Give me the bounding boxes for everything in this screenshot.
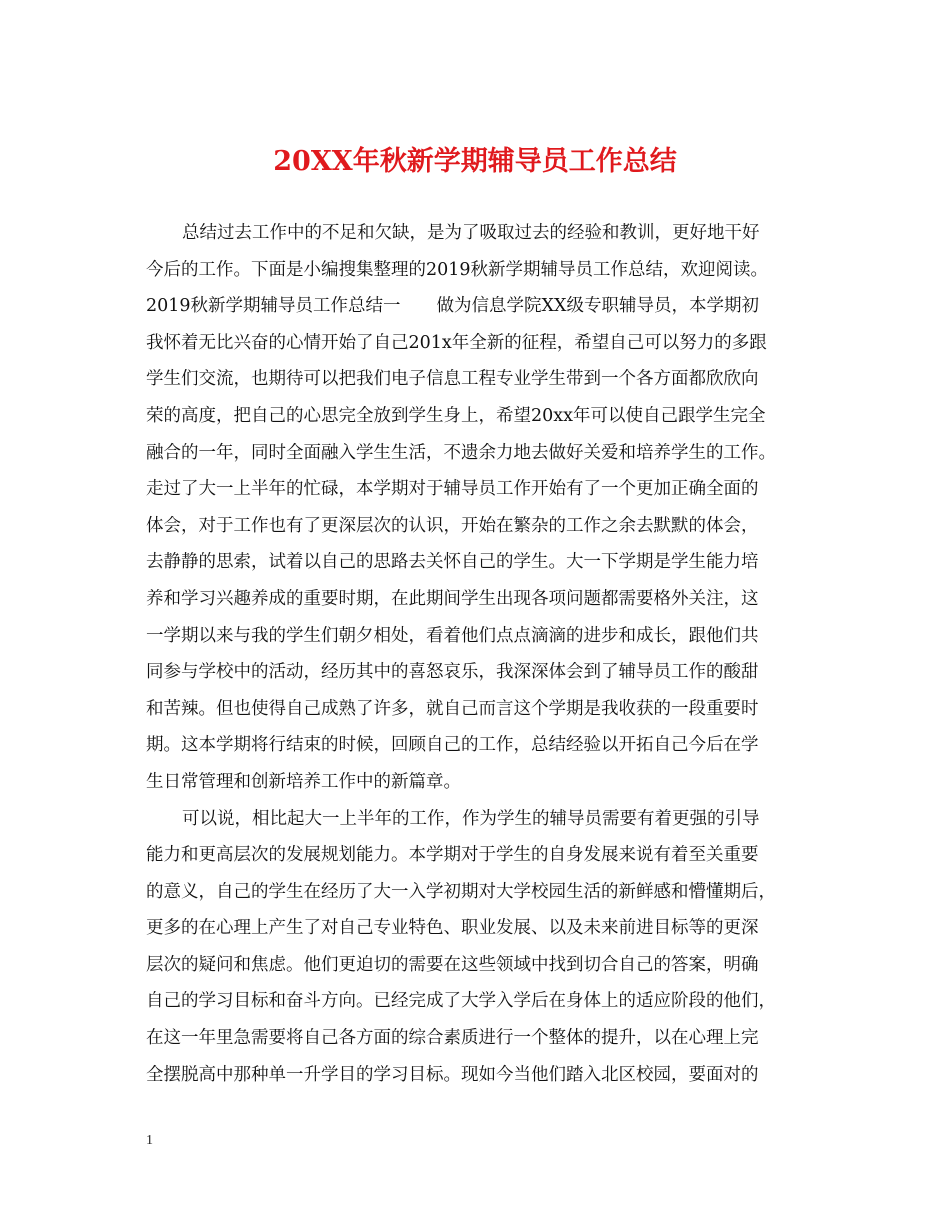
paragraph-line <box>146 288 811 325</box>
document-title: 20XX年秋新学期辅导员工作总结 <box>273 146 677 177</box>
section-heading: 2019秋新学期辅导员工作总结一 <box>146 296 401 317</box>
paragraph-line: 今后的工作。下面是小编搜集整理的2019秋新学期辅导员工作总结，欢迎阅读。 <box>146 259 769 280</box>
paragraph-line: 和苦辣。但也使得自己成熟了许多，就自己而言这个学期是我收获的一段重要时 <box>146 698 759 719</box>
paragraph-line: 的意义，自己的学生在经历了大一入学初期对大学校园生活的新鲜感和懵懂期后， <box>146 881 776 902</box>
paragraph-line: 自己的学习目标和奋斗方向。已经完成了大学入学后在身体上的适应阶段的他们， <box>146 991 776 1012</box>
paragraph-line: 融合的一年，同时全面融入学生生活，不遗余力地去做好关爱和培养学生的工作。 <box>146 442 776 463</box>
paragraph-line: 能力和更高层次的发展规划能力。本学期对于学生的自身发展来说有着至关重要 <box>146 845 759 866</box>
paragraph-line: 养和学习兴趣养成的重要时期，在此期间学生出现各项问题都需要格外关注，这 <box>146 588 759 609</box>
paragraph-line: 去静静的思索，试着以自己的思路去关怀自己的学生。大一下学期是学生能力培 <box>146 552 759 573</box>
paragraph-line: 总结过去工作中的不足和欠缺，是为了吸取过去的经验和教训，更好地干好 <box>182 223 760 243</box>
paragraph-line: 在这一年里急需要将自己各方面的综合素质进行一个整体的提升，以在心理上完 <box>146 1028 759 1049</box>
paragraph-line: 层次的疑问和焦虑。他们更迫切的需要在这些领域中找到切合自己的答案，明确 <box>146 954 759 975</box>
paragraph-line: 一学期以来与我的学生们朝夕相处，看着他们点点滴滴的进步和成长，跟他们共 <box>146 625 759 646</box>
paragraph-line: 走过了大一上半年的忙碌，本学期对于辅导员工作开始有了一个更加正确全面的 <box>146 479 759 500</box>
document-body <box>146 215 811 1093</box>
paragraph-line: 体会，对于工作也有了更深层次的认识，开始在繁杂的工作之余去默默的体会， <box>146 515 759 536</box>
paragraph-line: 同参与学校中的活动，经历其中的喜怒哀乐，我深深体会到了辅导员工作的酸甜 <box>146 662 759 683</box>
paragraph-line: 生日常管理和创新培养工作中的新篇章。 <box>146 771 461 792</box>
paragraph-line: 荣的高度，把自己的心思完全放到学生身上，希望20xx年可以使自己跟学生完全 <box>146 405 766 426</box>
page-number: 1 <box>146 1133 153 1148</box>
paragraph-line-text: 做为信息学院XX级专职辅导员，本学期初 <box>436 296 759 317</box>
paragraph-line: 学生们交流，也期待可以把我们电子信息工程专业学生带到一个各方面都欣欣向 <box>146 369 759 390</box>
paragraph-line: 全摆脱高中那种单一升学目的学习目标。现如今当他们踏入北区校园，要面对的 <box>146 1064 759 1085</box>
paragraph-line: 可以说，相比起大一上半年的工作，作为学生的辅导员需要有着更强的引导 <box>182 808 760 829</box>
paragraph-line: 我怀着无比兴奋的心情开始了自己201x年全新的征程，希望自己可以努力的多跟 <box>146 332 767 353</box>
paragraph-line: 期。这本学期将行结束的时候，回顾自己的工作，总结经验以开拓自己今后在学 <box>146 735 759 756</box>
paragraph-line: 更多的在心理上产生了对自己专业特色、职业发展、以及未来前进目标等的更深 <box>146 918 759 939</box>
